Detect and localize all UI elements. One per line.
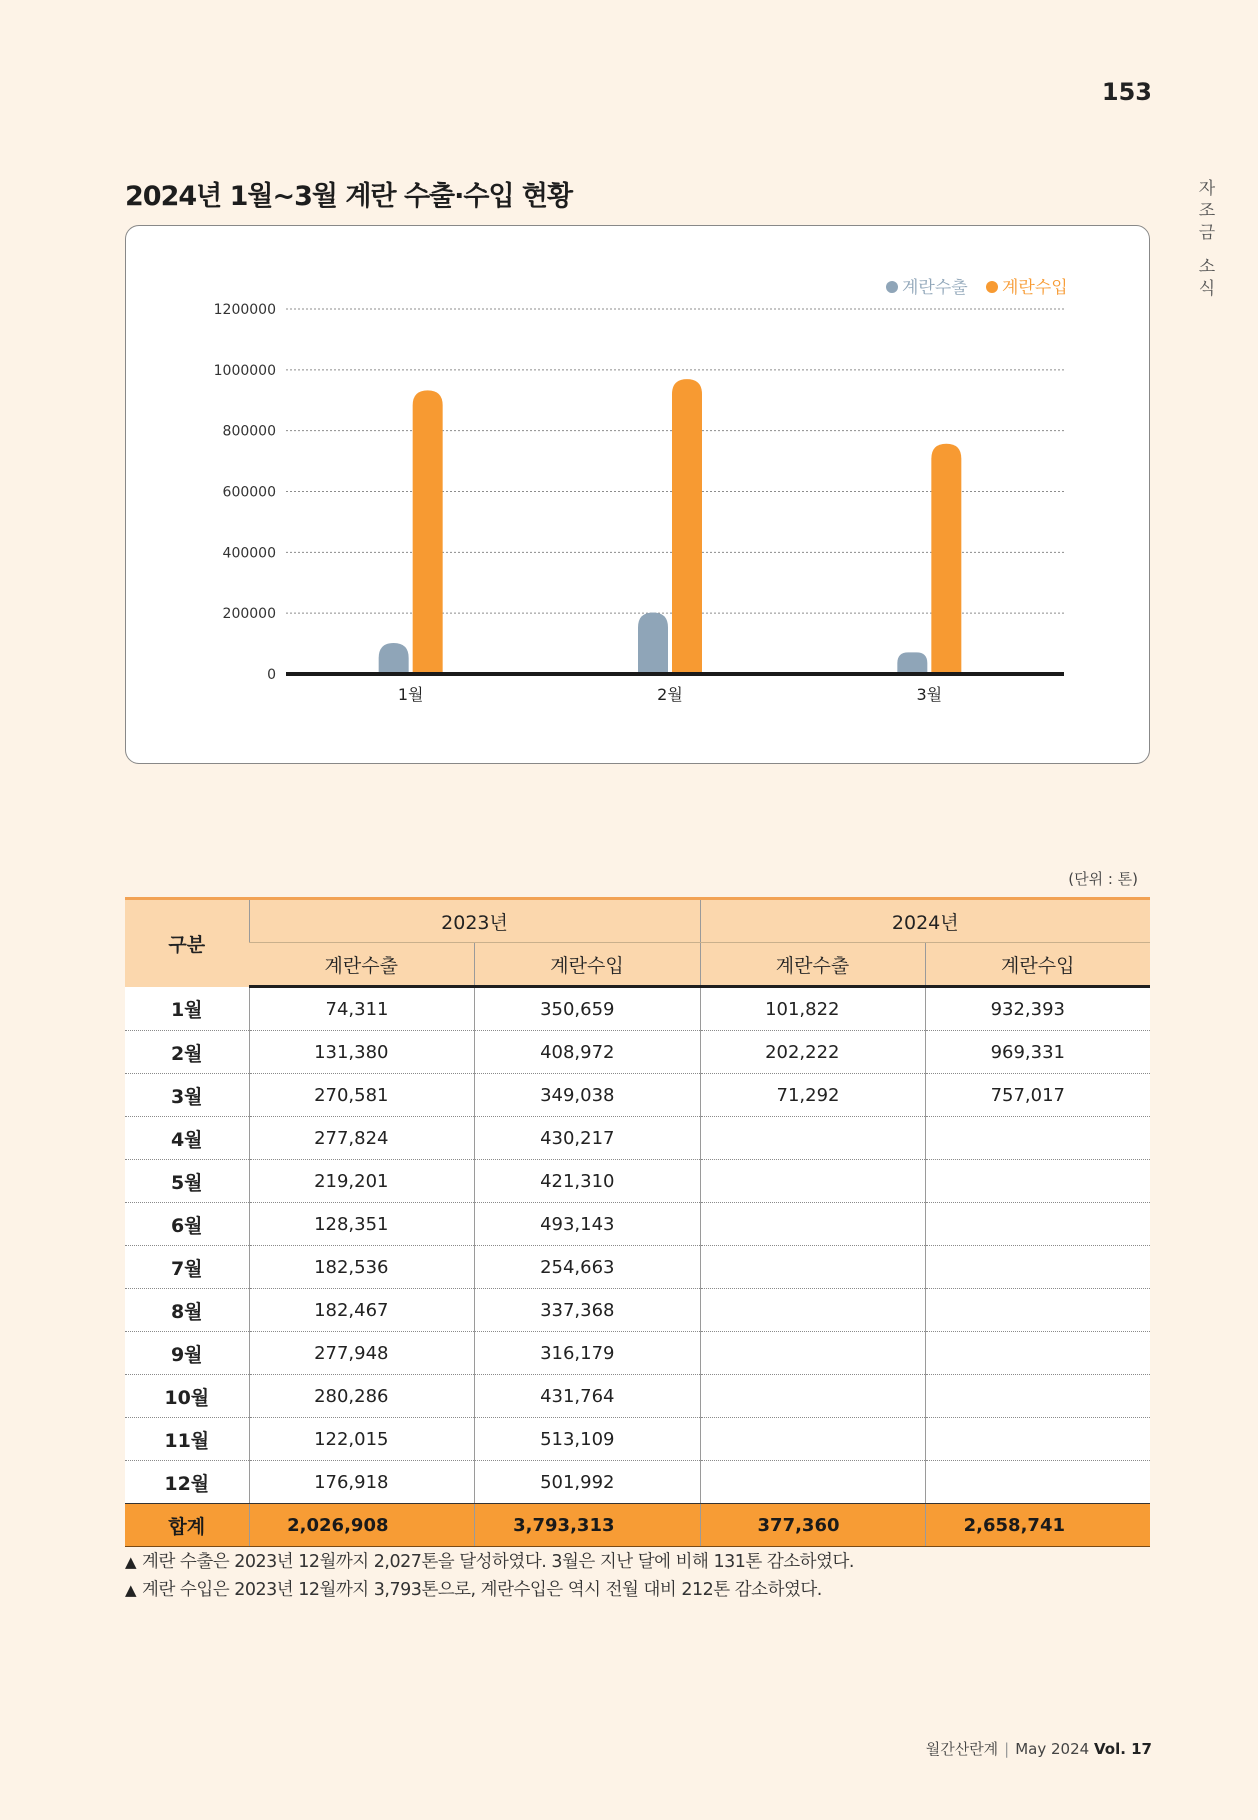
table-total-row: 합계 2,026,908 3,793,313 377,360 2,658,741 [125, 1504, 1150, 1547]
bar-import [672, 379, 702, 674]
bar-export [638, 612, 668, 674]
header-gubun: 구분 [125, 899, 249, 987]
note-item: ▲ 계란 수출은 2023년 12월까지 2,027톤을 달성하였다. 3월은 지난 달에 비해 131톤 감소하였다. [125, 1552, 854, 1572]
header-year-2024: 2024년 [700, 899, 1150, 943]
legend-label: 계란수입 [1002, 278, 1068, 298]
bar-import [931, 444, 961, 674]
footer-issue: May 2024 [1015, 1740, 1090, 1758]
subheader-export-2023: 계란수출 [249, 943, 474, 987]
table-row: 4월 277,824 430,217 [125, 1117, 1150, 1160]
subheader-import-2023: 계란수입 [474, 943, 700, 987]
table-row: 12월 176,918 501,992 [125, 1461, 1150, 1504]
table-row: 10월 280,286 431,764 [125, 1375, 1150, 1418]
table-row: 6월 128,351 493,143 [125, 1203, 1150, 1246]
x-tick-label: 1월 [397, 685, 424, 704]
y-tick-label: 600000 [222, 484, 276, 501]
legend-marker [886, 281, 898, 293]
footer-vol: Vol. 17 [1093, 1740, 1152, 1758]
side-section-label: 자 조 금 소 식 [1198, 179, 1216, 299]
note-item: ▲ 계란 수입은 2023년 12월까지 3,793톤으로, 계란수입은 역시 전월 대비 212톤 감소하였다. [125, 1580, 822, 1600]
y-tick-label: 1200000 [213, 302, 276, 318]
table-row: 9월 277,948 316,179 [125, 1332, 1150, 1375]
x-tick-label: 2월 [657, 685, 683, 704]
data-table [125, 897, 1150, 1547]
y-tick-label: 200000 [222, 606, 276, 623]
footer-magazine: 월간산란계 [925, 1740, 999, 1758]
legend-label: 계란수출 [902, 278, 968, 298]
table-row: 11월 122,015 513,109 [125, 1418, 1150, 1461]
bar-export [897, 652, 927, 674]
y-tick-label: 0 [267, 667, 276, 683]
subheader-export-2024: 계란수출 [700, 943, 925, 987]
table-row: 1월 74,311 350,659 101,822 932,393 [125, 987, 1150, 1031]
table-row: 3월 270,581 349,038 71,292 757,017 [125, 1074, 1150, 1117]
unit-note: (단위 : 톤) [1068, 870, 1138, 888]
y-tick-label: 1000000 [213, 362, 276, 379]
notes [125, 1548, 854, 1604]
chart-container [125, 225, 1150, 764]
footer: 월간산란계 | May 2024 Vol. 17 [925, 1740, 1152, 1758]
triangle-icon: ▲ [125, 1553, 137, 1571]
x-tick-label: 3월 [916, 685, 943, 704]
header-year-2023: 2023년 [249, 899, 700, 943]
table-row: 2월 131,380 408,972 202,222 969,331 [125, 1031, 1150, 1074]
bar-chart [126, 226, 1151, 765]
y-tick-label: 800000 [222, 423, 276, 440]
table-row: 8월 182,467 337,368 [125, 1289, 1150, 1332]
table-row: 5월 219,201 421,310 [125, 1160, 1150, 1203]
bar-export [379, 643, 409, 674]
y-tick-label: 400000 [222, 545, 276, 562]
bar-import [413, 390, 443, 674]
triangle-icon: ▲ [125, 1581, 137, 1599]
subheader-import-2024: 계란수입 [925, 943, 1150, 987]
page-number: 153 [1101, 78, 1152, 106]
table-row: 7월 182,536 254,663 [125, 1246, 1150, 1289]
legend-marker [986, 281, 998, 293]
section-title: 2024년 1월~3월 계란 수출·수입 현황 [125, 181, 573, 212]
